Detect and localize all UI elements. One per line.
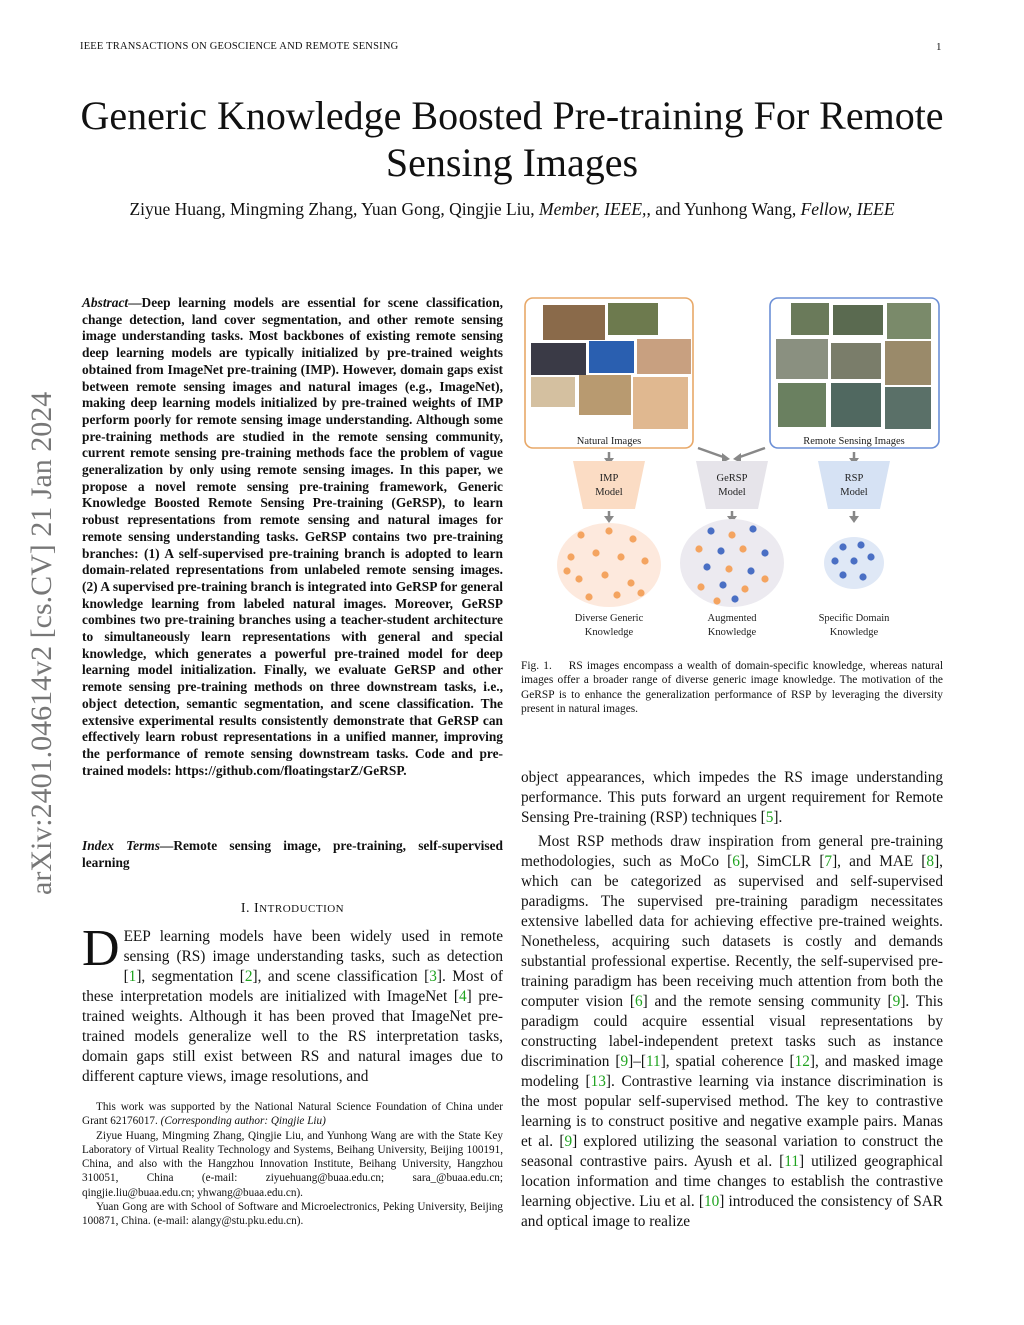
feature-dot [747, 567, 754, 574]
feature-dot [707, 527, 714, 534]
citation-link[interactable]: 8 [926, 853, 935, 870]
funding-footnote: This work was supported by the National Natural Science Foundation of China under Grant 62176017. (Corresponding author: Qingjie Liu) [82, 1101, 503, 1128]
feature-dot [857, 541, 864, 548]
svg-text:Model: Model [595, 487, 623, 498]
author-names: Ziyue Huang, Mingming Zhang, Yuan Gong, Qingjie Liu, [129, 199, 535, 219]
rs-images-label: Remote Sensing Images [803, 436, 905, 447]
motorcycle-photo [531, 343, 586, 375]
feature-dot [697, 583, 704, 590]
citation-link[interactable]: 9 [892, 993, 901, 1010]
diverse-knowledge-blob [557, 523, 661, 607]
citation-link[interactable]: 9 [564, 1133, 573, 1150]
feature-dot [719, 581, 726, 588]
svg-text:Model: Model [840, 487, 868, 498]
car-photo [589, 341, 634, 373]
index-terms-lead: Index Terms [82, 838, 160, 853]
abstract [82, 295, 503, 779]
figure-label: Fig. 1. [521, 660, 552, 672]
feature-dot [839, 571, 846, 578]
affiliation-footnote: Ziyue Huang, Mingming Zhang, Qingjie Liu, and Yunhong Wang are with the State Key Laboratory of Virtual Reality Technology and Systems, Beihang University, Beijing 100191, China, and also with the Hangzhou Innovation Institute, Beihang University, Hangzhou 310051, China (e-mail: ziyuehuang@buaa.edu.cn; sara_@buaa.edu.cn; qingjie.liu@buaa.edu.cn; yhwang@buaa.edu.cn). [82, 1129, 503, 1199]
feature-dot [617, 553, 624, 560]
fellow-title: Fellow, IEEE [800, 199, 895, 219]
svg-text:GeRSP: GeRSP [716, 473, 748, 484]
paragraph: object appearances, which impedes the RS image understanding performance. This puts forward an urgent requirement for Remote Sensing Pre-training (RSP) techniques [5]. [521, 769, 943, 826]
feature-dot [859, 573, 866, 580]
citation-link[interactable]: 7 [824, 853, 833, 870]
natural-images-label: Natural Images [576, 436, 642, 447]
feature-dot [601, 571, 608, 578]
rs-photo-5 [831, 343, 881, 379]
bicycle-photo [531, 377, 575, 407]
member-title: Member, IEEE, [539, 199, 647, 219]
feature-dot [749, 525, 756, 532]
rsp-model-block [818, 461, 890, 509]
feature-dot [839, 543, 846, 550]
citation-link[interactable]: 12 [794, 1053, 810, 1070]
figure-1-diagram [521, 295, 946, 645]
svg-text:Diverse Generic: Diverse Generic [574, 613, 644, 624]
svg-text:Specific Domain: Specific Domain [818, 613, 890, 624]
citation-link[interactable]: 3 [429, 968, 437, 985]
feature-dot [739, 545, 746, 552]
abstract-lead: Abstract [82, 295, 129, 310]
svg-text:IMP: IMP [599, 473, 619, 484]
section-heading-introduction: I. INTRODUCTION [240, 901, 345, 916]
feature-dot [575, 575, 582, 582]
rs-photo-1 [791, 303, 829, 335]
page-number: 1 [936, 41, 942, 53]
feature-dot [637, 589, 644, 596]
rs-photo-8 [831, 383, 881, 427]
drop-cap: D [82, 920, 120, 977]
feature-dot [567, 553, 574, 560]
feature-dot [728, 531, 735, 538]
author-last: , and Yunhong Wang, [646, 199, 797, 219]
feature-dot [577, 531, 584, 538]
feature-dot [850, 557, 857, 564]
feature-dot [585, 593, 592, 600]
feature-dot [717, 547, 724, 554]
svg-text:Knowledge: Knowledge [584, 627, 634, 638]
rs-photo-2 [833, 305, 883, 335]
citation-link[interactable]: 6 [634, 993, 643, 1010]
index-terms [82, 838, 503, 871]
citation-link[interactable]: 9 [620, 1053, 629, 1070]
feature-dot [605, 527, 612, 534]
arxiv-stamp: arXiv:2401.04614v2 [cs.CV] 21 Jan 2024 [25, 391, 58, 895]
feature-dot [641, 557, 648, 564]
paragraph: Most RSP methods draw inspiration from general pre-training methodologies, such as MoCo [6], SimCLR [7], and MAE [8], which can be categorized as supervised and self-supervised paradigms. The supervised pre-training paradigm necessitates extensive labelled data for achieving effective pre-trained weights. Nonetheless, acquiring such datasets is costly and demands substantial professional expertise. Recently, the self-supervised pre-training paradigm has been receiving much attention from both the computer vision [6] and the remote sensing community [9]. This paradigm could acquire essential visual representations by constructing label-independent pretext tasks such as instance discrimination [9]–[11], spatial coherence [12], and masked image modeling [13]. Contrastive learning via instance discrimination is the most popular self-supervised method. The key to contrastive learning is to construct positive and negative example pairs. Manas et al. [9] explored utilizing the seasonal variation to construct the seasonal contrastive pairs. Ayush et al. [11] utilized geographical location information and time changes to establish the contrastive learning objective. Liu et al. [10] introduced the consistency of SAR and optical image to realize [521, 833, 943, 1230]
riders-photo [608, 303, 658, 335]
paper-title: Generic Knowledge Boosted Pre-training For Remote Sensing Images [80, 93, 944, 185]
introduction-paragraph: DEEP learning models have been widely used in remote sensing (RS) image understanding tasks, such as detection [1], segmentation [2], and scene classification [3]. Most of these interpretation models are initialized with ImageNet [4] pre-trained weights. Although it has been proved that ImageNet pre-trained models generalize well to the RS interpretation tasks, domain gaps still exist between RS and natural images due to different capture views, image resolutions, and [82, 920, 503, 1085]
feature-dot [725, 565, 732, 572]
feature-dot [629, 535, 636, 542]
citation-link[interactable]: 2 [244, 968, 253, 985]
citation-link[interactable]: 6 [732, 853, 740, 870]
rs-photo-9 [885, 387, 931, 429]
citation-link[interactable]: 11 [645, 1053, 661, 1070]
affiliation-footnote-2: Yuan Gong are with School of Software and Microelectronics, Peking University, Beijing 100871, China. (e-mail: alangy@stu.pku.edu.cn). [82, 1201, 503, 1228]
svg-text:Knowledge: Knowledge [707, 627, 757, 638]
imp-model-block [573, 461, 645, 509]
figure-1-caption: Fig. 1. RS images encompass a wealth of domain-specific knowledge, whereas natural images offer a broader range of diverse generic image knowledge. The motivation of the GeRSP is to enhance the generalization performance of RSP by leveraging the diversity present in natural images. [521, 660, 944, 715]
portrait-photo [637, 339, 691, 374]
feature-dot [563, 567, 570, 574]
citation-link[interactable]: 10 [703, 1193, 720, 1210]
svg-text:Knowledge: Knowledge [829, 627, 879, 638]
feature-dot [761, 549, 768, 556]
citation-link[interactable]: 5 [765, 809, 774, 826]
rs-photo-3 [887, 303, 931, 339]
feature-dot [741, 585, 748, 592]
cat-photo [633, 377, 688, 429]
feature-dot [713, 597, 720, 604]
rs-photo-7 [778, 383, 826, 427]
rs-photo-4 [776, 339, 828, 379]
feature-dot [731, 595, 738, 602]
rs-photo-6 [885, 341, 931, 385]
running-header: IEEE TRANSACTIONS ON GEOSCIENCE AND REMOTE SENSING [80, 41, 399, 52]
svg-text:Model: Model [718, 487, 746, 498]
citation-link[interactable]: 13 [590, 1073, 606, 1090]
feature-dot [831, 557, 838, 564]
feature-dot [695, 545, 702, 552]
svg-text:RSP: RSP [844, 473, 864, 484]
right-column-text [521, 768, 943, 1232]
feature-dot [613, 591, 620, 598]
citation-link[interactable]: 1 [128, 968, 137, 985]
horse-photo [543, 305, 605, 340]
citation-link[interactable]: 11 [784, 1153, 799, 1170]
feature-dot [703, 563, 710, 570]
feature-dot [592, 549, 599, 556]
citation-link[interactable]: 4 [458, 988, 467, 1005]
abstract-text: —Deep learning models are essential for scene classification, change detection, land cover segmentation, and other remote sensing image understanding tasks. Most backbones of existing remote sensing deep learning models are typically initialized by pre-trained weights obtained from ImageNet pre-training (IMP). However, domain gaps exist between remote sensing images and natural images (e.g., ImageNet), making deep learning models initialized by pre-trained weights of IMP perform poorly for remote sensing image understanding. Although some pre-training methods are studied in the remote sensing community, current remote sensing pre-training methods face the problem of vague generalization by only using remote sensing images. In this paper, we propose a novel remote sensing pre-training framework, Generic Knowledge Boosted Remote Sensing Pre-training (GeRSP), to learn robust representations from remote sensing and natural images for remote sensing understanding tasks. GeRSP contains two pre-training branches: (1) A self-supervised pre-training branch is adopted to learn domain-related representations from unlabeled remote sensing images. (2) A supervised pre-training branch is integrated into GeRSP for general knowledge learning from labeled natural images. Moreover, GeRSP combines two pre-training branches using a teacher-student architecture to simultaneously learn representations with general and special knowledge, which generates a powerful pre-trained model for deep learning model initialization. Finally, we evaluate GeRSP and other remote sensing pre-training methods on three downstream tasks, i.e., object detection, semantic segmentation, and scene classification. The extensive experimental results consistently demonstrate that GeRSP can effectively learn robust representations in a unified manner, improving the performance of remote sensing downstream tasks. Code and pre-trained models: https://github.com/floatingstarZ/GeRSP. [82, 295, 503, 778]
feature-dot [867, 553, 874, 560]
svg-text:Augmented: Augmented [707, 613, 757, 624]
gersp-model-block [696, 461, 768, 509]
feature-dot [761, 575, 768, 582]
author-list [60, 199, 964, 220]
index-terms-text: —Remote sensing image, pre-training, self-supervised learning [82, 838, 503, 870]
footnotes [82, 1100, 503, 1229]
dog-photo [579, 375, 631, 415]
feature-dot [627, 579, 634, 586]
